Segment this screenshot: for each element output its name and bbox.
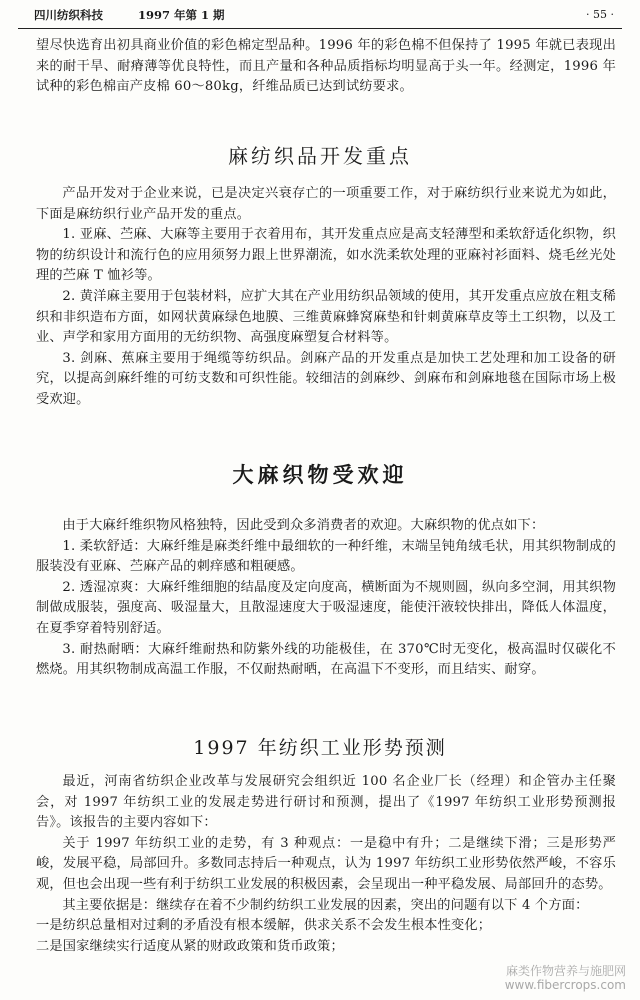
journal-name: 四川纺织科技 [34, 8, 103, 22]
section2-body [36, 516, 616, 681]
running-header [18, 4, 622, 29]
section1-body [36, 184, 616, 411]
section1-paragraph: 产品开发对于企业来说，已是决定兴衰存亡的一项重要工作，对于麻纺织行业来说尤为如此，下面是麻纺织行业产品开发的重点。 [36, 186, 616, 222]
issue-number: 1997 年第 1 期 [138, 8, 225, 22]
section2-paragraph: 2. 透湿凉爽：大麻纤维细胞的结晶度及定向度高，横断面为不规则圆，纵向多空洞，用其织物制做成服装，强度高、吸湿量大，且散湿速度大于吸湿速度，能使汗液较快排出，降低人体温度，在夏季穿着特别舒适。 [36, 579, 616, 636]
watermark-url: www.fibercrops.com [504, 978, 626, 992]
section-title-hemp-fabric: 大麻织物受欢迎 [232, 463, 408, 487]
intro-paragraph: 望尽快选育出初具商业价值的彩色棉定型品种。1996 年的彩色棉不但保持了 1995 年就已表现出来的耐干旱、耐瘠薄等优良特性，而且产量和各种品质指标均明显高于头一年。经测定，1996 年试种的彩色棉亩产皮棉 60～80kg，纤维品质已达到试纺要求。 [36, 38, 616, 95]
section1-paragraph: 3. 剑麻、蕉麻主要用于绳缆等纺织品。剑麻产品的开发重点是加快工艺处理和加工设备的研究，以提高剑麻纤维的可纺支数和可织性能。较细洁的剑麻纱、剑麻布和剑麻地毯在国际市场上极受欢迎。 [36, 350, 616, 407]
section3-paragraph: 最近，河南省纺织企业改革与发展研究会组织近 100 名企业厂长（经理）和企管办主任聚会，对 1997 年纺织工业的发展走势进行研讨和预测，提出了《1997 年纺织工业形势预测报告》。该报告的主要内容如下： [36, 774, 616, 831]
section-title-1997-forecast: 1997 年纺织工业形势预测 [193, 737, 447, 759]
section3-body [36, 772, 616, 957]
section2-paragraph: 3. 耐热耐晒：大麻纤维耐热和防紫外线的功能极佳，在 370℃时无变化，极高温时仅碳化不燃烧。用其织物制成高温工作服，不仅耐热耐晒，在高温下不变形，而且结实、耐穿。 [36, 641, 616, 678]
section3-paragraph: 关于 1997 年纺织工业的走势，有 3 种观点：一是稳中有升；二是继续下滑；三是形势严峻，发展平稳，局部回升。多数同志持后一种观点，认为 1997 年纺织工业形势依然严峻，不容乐观，但也会出现一些有利于纺织工业发展的积极因素，会呈现出一种平稳发展、局部回升的态势。 [36, 835, 616, 892]
section2-paragraph: 1. 柔软舒适：大麻纤维是麻类纤维中最细软的一种纤维，末端呈钝角绒毛状，用其织物制成的服装没有亚麻、苎麻产品的刺痒感和粗硬感。 [36, 538, 616, 575]
section-title-hemp-products: 麻纺织品开发重点 [228, 144, 412, 168]
section1-paragraph: 1. 亚麻、苎麻、大麻等主要用于衣着用布，其开发重点应是高支轻薄型和柔软舒适化织物，织物的纺织设计和流行色的应用须努力跟上世界潮流，如水洗柔软处理的亚麻衬衫面料、烧毛丝光处理的苎麻 T 恤衫等。 [36, 227, 616, 284]
section2-paragraph: 由于大麻纤维织物风格独特，因此受到众多消费者的欢迎。大麻织物的优点如下： [62, 518, 545, 533]
section3-list-item: 二是国家继续实行适度从紧的财政政策和货币政策； [36, 938, 344, 954]
watermark-site-name: 麻类作物营养与施肥网 [505, 964, 626, 978]
section3-list-item: 一是纺织总量相对过剩的矛盾没有根本缓解，供求关系不会发生根本性变化； [36, 918, 492, 934]
intro-block [36, 36, 616, 98]
page-number: · 55 · [586, 8, 614, 21]
section1-paragraph: 2. 黄洋麻主要用于包装材料，应扩大其在产业用纺织品领域的使用，其开发重点应放在粗支稀织和非织造布方面，如网状黄麻绿色地膜、三维黄麻蜂窝麻垫和针刺黄麻草皮等土工织物，以及工业、声学和家用方面用的无纺织物、高强度麻塑复合材料等。 [36, 288, 616, 346]
section3-paragraph: 其主要依据是：继续存在着不少制约纺织工业发展的因素，突出的问题有以下 4 个方面： [62, 897, 589, 913]
site-watermark [505, 964, 626, 992]
